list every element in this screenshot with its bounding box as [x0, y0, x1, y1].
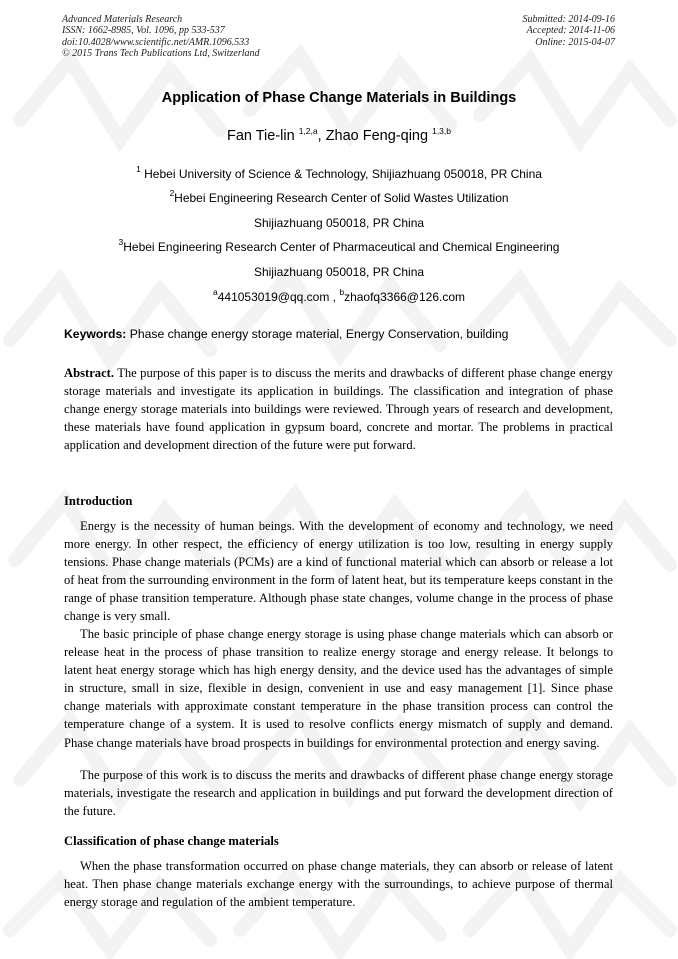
- intro-paragraph-3: The purpose of this work is to discuss the merits and drawbacks of different phase change energy storage materials, investigate the research and application in buildings and put forward the development direction of the future.: [64, 768, 613, 819]
- intro-paragraph-1: Energy is the necessity of human beings. With the development of economy and technology, we need more energy. In other respect, the efficiency of energy utilization is too low, resulting in energy supply tensions. Phase change materials (PCMs) are a kind of functional material which can absorb or release a lot of heat from the surrounding environment in the form of latent heat, but its temperature keeps constant in the range of phase transition temperature. Although phase state changes, volume change in the process of phase change is very small.: [64, 519, 613, 624]
- keywords-text: Phase change energy storage material, Energy Conservation, building: [129, 327, 509, 341]
- classification-paragraph-1: When the phase transformation occurred on phase change materials, they can absorb or release of latent heat. Then phase change materials exchange energy with the surroundings, to achieve purpose of thermal energy storage and regulation of the ambient temperature.: [64, 859, 613, 910]
- email-b: zhaofq3366@126.com: [344, 290, 466, 304]
- affiliation-1-text: Hebei University of Science & Technology, Shijiazhuang 050018, PR China: [144, 167, 542, 181]
- journal-name: Advanced Materials Research: [62, 14, 183, 25]
- author-2-sup: 1,3,b: [432, 126, 451, 136]
- author-line: [0, 128, 678, 144]
- affiliation-1: [0, 164, 678, 181]
- affiliation-3-city: Shijiazhuang 050018, PR China: [253, 265, 425, 279]
- affiliation-2-city: Shijiazhuang 050018, PR China: [253, 216, 425, 230]
- accepted-date: Accepted: 2014-11-06: [526, 25, 615, 37]
- email-line: [0, 287, 678, 304]
- abstract-label: Abstract.: [64, 366, 115, 380]
- affiliation-3-sup: 3: [118, 237, 124, 247]
- abstract: [64, 364, 613, 454]
- affiliation-3-text: Hebei Engineering Research Center of Pharmaceutical and Chemical Engineering: [123, 240, 560, 254]
- classification-heading: Classification of phase change materials: [64, 834, 279, 848]
- affiliation-2-text: Hebei Engineering Research Center of Solid Wastes Utilization: [174, 191, 509, 205]
- submission-dates: [523, 14, 616, 48]
- author-1: Fan Tie-lin: [226, 128, 295, 144]
- journal-info: [62, 14, 260, 59]
- keywords-label: Keywords:: [64, 327, 127, 341]
- intro-paragraph-2: The basic principle of phase change energy storage is using phase change materials which can absorb or release heat in the process of phase transition to realize energy storage and energy release. It belongs to latent heat energy storage which has high energy density, and the device used has the advantages of simple in structure, small in size, flexible in design, convenient in use and easy management [1]. Since phase change materials with approximate constant temperature in the phase transition process can control the temperature change of a system. It is used to resolve conflicts energy mismatch of supply and demand. Phase change materials have broad prospects in buildings for environmental protection and energy saving.: [64, 627, 613, 750]
- journal-copyright: © 2015 Trans Tech Publications Ltd, Switzerland: [62, 47, 260, 59]
- journal-issn: ISSN: 1662-8985, Vol. 1096, pp 533-537: [62, 25, 225, 37]
- email-separator: ,: [329, 290, 340, 304]
- paper-title: Application of Phase Change Materials in Buildings: [161, 90, 517, 106]
- author-separator: ,: [317, 128, 322, 144]
- affiliation-2: [0, 188, 678, 205]
- email-a: 441053019@qq.com: [217, 290, 330, 304]
- affiliation-3: [0, 237, 678, 254]
- abstract-text: The purpose of this paper is to discuss the merits and drawbacks of different phase change energy storage materials and investigate its application in buildings. The classification and integration of phase change energy storage materials into buildings were reviewed. Through years of research and development, these materials have found application in gypsum board, concrete and mortar. The problems in practical application and development direction of the future were put forward.: [64, 366, 613, 453]
- affiliation-1-sup: 1: [136, 164, 141, 174]
- keywords: [64, 327, 616, 341]
- email-a-sup: a: [212, 287, 218, 297]
- author-1-sup: 1,2,a: [298, 126, 318, 136]
- affiliation-2-sup: 2: [169, 188, 175, 198]
- email-b-sup: b: [339, 287, 345, 297]
- online-date: Online: 2015-04-07: [535, 36, 615, 48]
- submitted-date: Submitted: 2014-09-16: [522, 14, 615, 25]
- author-2: Zhao Feng-qing: [325, 128, 429, 144]
- introduction-heading: Introduction: [64, 494, 133, 508]
- journal-doi: doi:10.4028/www.scientific.net/AMR.1096.533: [62, 36, 250, 48]
